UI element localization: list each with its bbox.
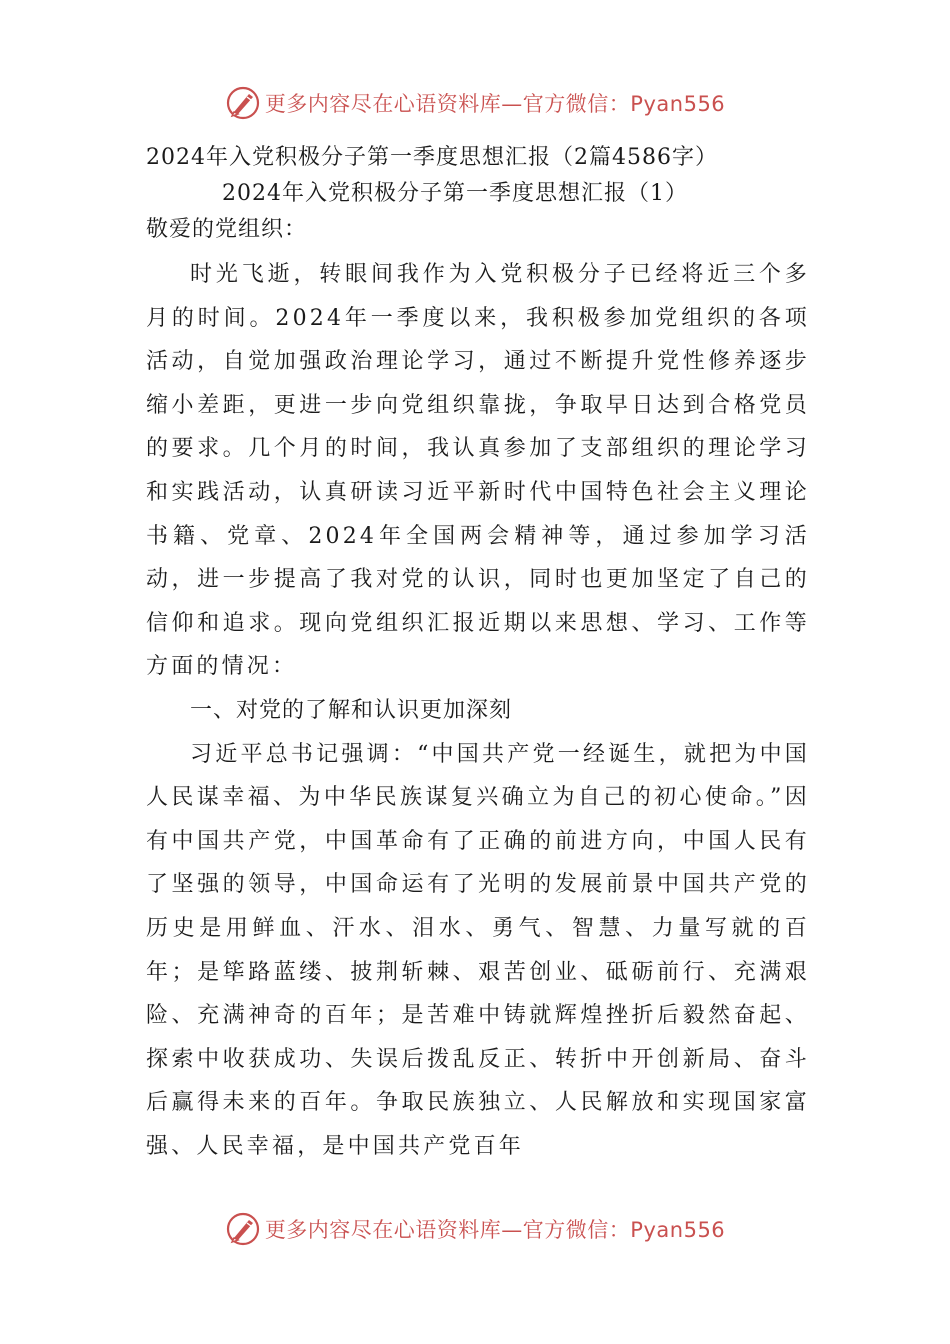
paragraph-intro: 时光飞逝，转眼间我作为入党积极分子已经将近三个多月的时间。2024年一季度以来，我积极参加党组织的各项活动，自觉加强政治理论学习，通过不断提升党性修养逐步缩小差距，更进一步向党组织靠拢，争取早日达到合格党员的要求。几个月的时间，我认真参加了支部组织的理论学习和实践活动，认真研读习近平新时代中国特色社会主义理论书籍、党章、2024年全国两会精神等，通过参加学习活动，进一步提高了我对党的认识，同时也更加坚定了自己的信仰和追求。现向党组织汇报近期以来思想、学习、工作等方面的情况：	[146, 262, 810, 680]
section-heading-1: 一、对党的了解和认识更加深刻	[190, 697, 513, 723]
document-title: 2024年入党积极分子第一季度思想汇报（2篇4586字）	[146, 145, 718, 170]
document-subtitle: 2024年入党积极分子第一季度思想汇报（1）	[222, 181, 688, 206]
paragraph-section-1: 习近平总书记强调：“中国共产党一经诞生，就把为中国人民谋幸福、为中华民族谋复兴确立为自己的初心使命。”因有中国共产党，中国革命有了正确的前进方向，中国人民有了坚强的领导，中国命运有了光明的发展前景中国共产党的历史是用鲜血、汗水、泪水、勇气、智慧、力量写就的百年；是筚路蓝缕、披荆斩棘、艰苦创业、砥砺前行、充满艰险、充满神奇的百年；是苦难中铸就辉煌挫折后毅然奋起、探索中收获成功、失误后拨乱反正、转折中开创新局、奋斗后赢得未来的百年。争取民族独立、人民解放和实现国家富强、人民幸福，是中国共产党百年	[146, 741, 810, 1159]
header-watermark-text: 更多内容尽在心语资料库—官方微信：Pyan556	[264, 92, 726, 116]
footer-watermark-text: 更多内容尽在心语资料库—官方微信：Pyan556	[264, 1218, 726, 1242]
header-watermark-banner	[0, 83, 950, 123]
document-body	[146, 140, 810, 1168]
footer-watermark-banner	[0, 1209, 950, 1249]
pen-logo-icon	[225, 1211, 261, 1247]
pen-logo-icon	[225, 85, 261, 121]
salutation: 敬爱的党组织：	[146, 217, 308, 242]
